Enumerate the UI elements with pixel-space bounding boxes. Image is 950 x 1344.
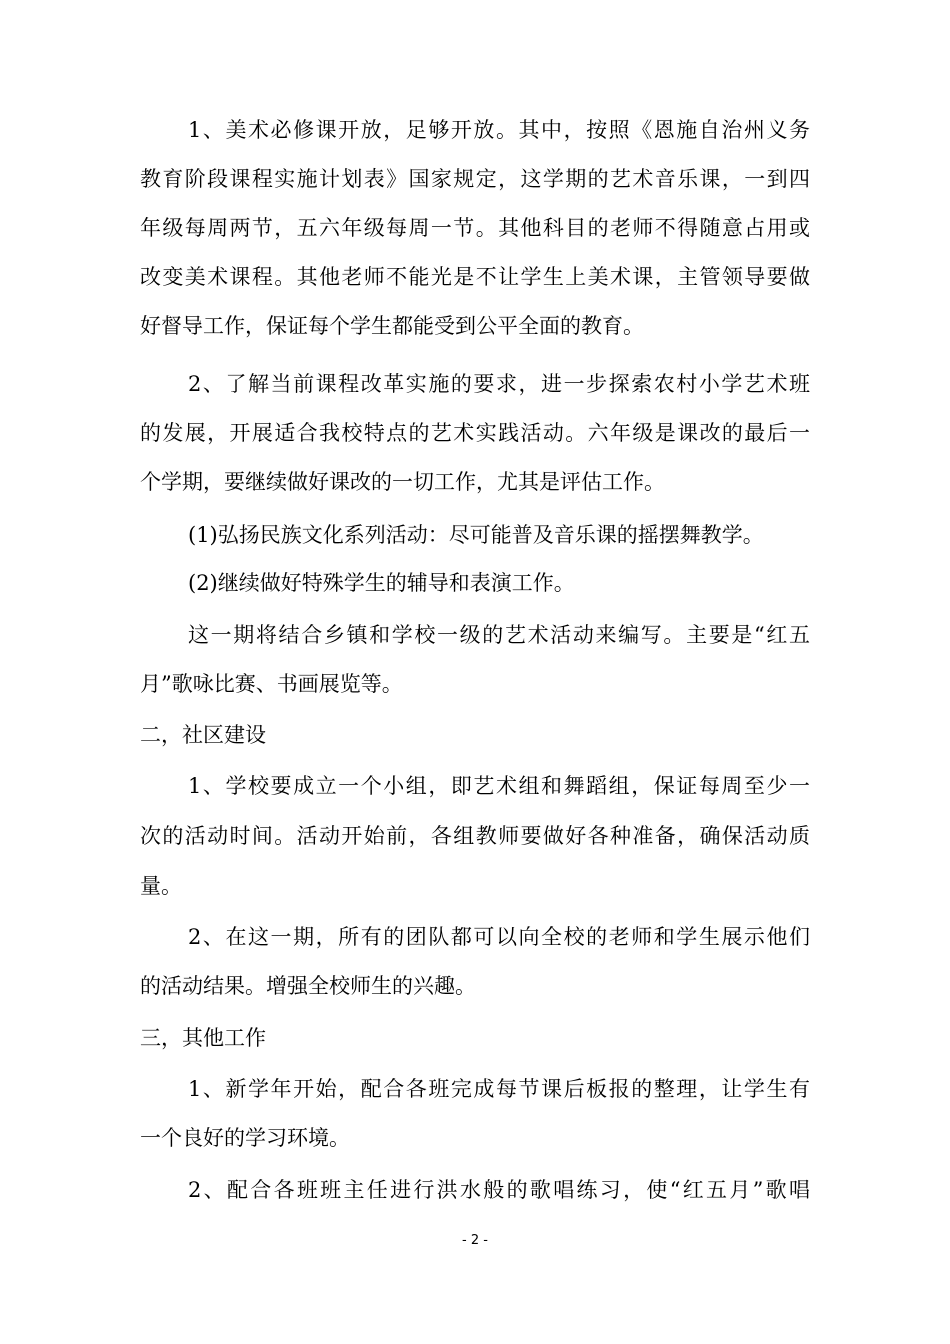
text-line: 月”歌咏比赛、书画展览等。 <box>140 672 403 696</box>
page-number: - 2 - <box>462 1233 488 1248</box>
text-line: 的活动结果。增强全校师生的兴趣。 <box>140 974 476 998</box>
text-line: 改变美术课程。其他老师不能光是不让学生上美术课，主管领导要做 <box>140 265 810 289</box>
text-line: 2、在这一期，所有的团队都可以向全校的老师和学生展示他们 <box>188 925 810 949</box>
text-line: 这一期将结合乡镇和学校一级的艺术活动来编写。主要是“红五 <box>188 623 810 647</box>
text-line: 量。 <box>140 874 182 898</box>
text-line: 一个良好的学习环境。 <box>140 1126 350 1150</box>
text-line: 2、配合各班班主任进行洪水般的歌唱练习，使“红五月”歌唱 <box>188 1178 810 1202</box>
text-line: 个学期，要继续做好课改的一切工作，尤其是评估工作。 <box>140 470 665 494</box>
text-line: 1、学校要成立一个小组，即艺术组和舞蹈组，保证每周至少一 <box>188 774 810 798</box>
text-line: 1、新学年开始，配合各班完成每节课后板报的整理，让学生有 <box>188 1077 810 1101</box>
text-line: 2、了解当前课程改革实施的要求，进一步探索农村小学艺术班 <box>188 372 810 396</box>
text-line: 的发展，开展适合我校特点的艺术实践活动。六年级是课改的最后一 <box>140 421 810 445</box>
text-line: (1)弘扬民族文化系列活动：尽可能普及音乐课的摇摆舞教学。 <box>188 523 764 547</box>
text-line: 1、美术必修课开放，足够开放。其中，按照《恩施自治州义务 <box>188 118 810 142</box>
text-line: (2)继续做好特殊学生的辅导和表演工作。 <box>188 571 575 595</box>
section-heading: 二，社区建设 <box>140 723 266 747</box>
text-line: 年级每周两节，五六年级每周一节。其他科目的老师不得随意占用或 <box>140 216 810 240</box>
text-line: 好督导工作，保证每个学生都能受到公平全面的教育。 <box>140 314 644 338</box>
text-line: 次的活动时间。活动开始前，各组教师要做好各种准备，确保活动质 <box>140 824 810 848</box>
text-line: 教育阶段课程实施计划表》国家规定，这学期的艺术音乐课，一到四 <box>140 167 810 191</box>
section-heading: 三，其他工作 <box>140 1026 266 1050</box>
